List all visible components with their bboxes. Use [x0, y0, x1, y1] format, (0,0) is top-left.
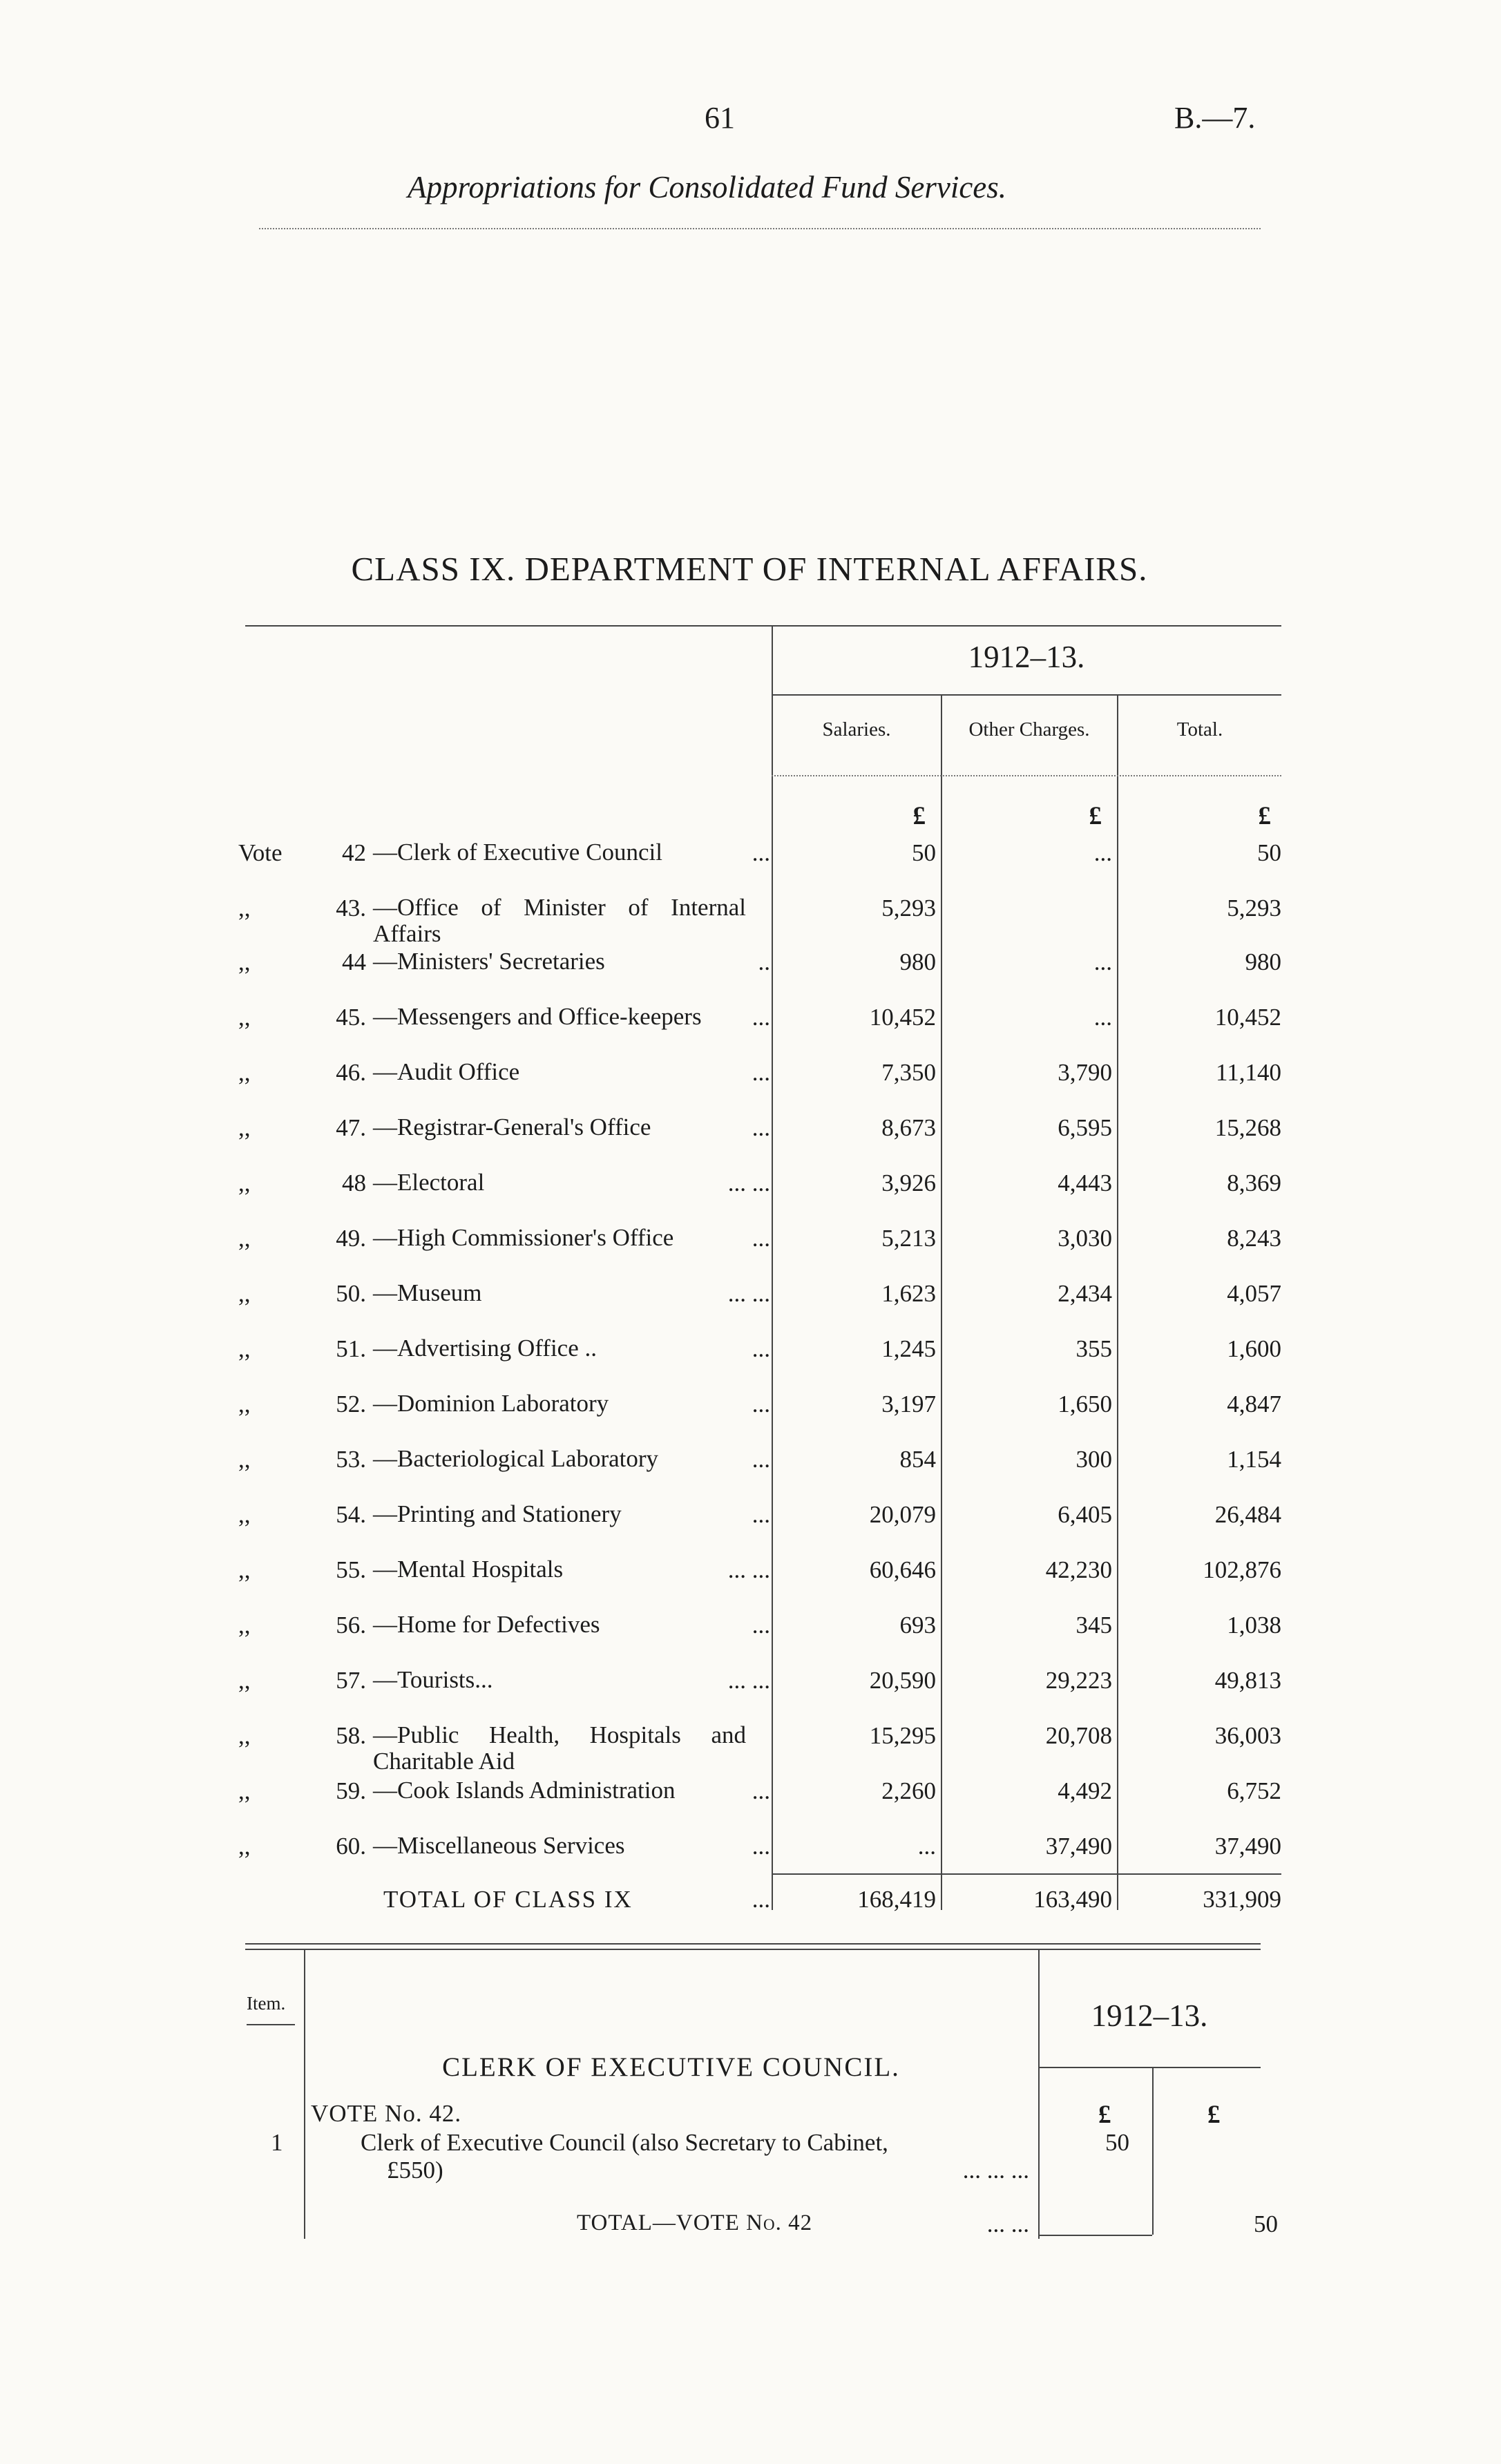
leader-dots: ...: [752, 839, 770, 866]
vote-description: —Home for Defectives: [373, 1611, 600, 1638]
vote-total-label: TOTAL—VOTE No. 42: [577, 2210, 813, 2235]
vote-prefix: ,,: [238, 895, 251, 921]
currency-total: £: [1258, 802, 1271, 830]
total-value: 4,847: [1227, 1391, 1281, 1417]
vote-row: [0, 1225, 1501, 1266]
vote-row: [0, 1833, 1501, 1874]
vote-description: —Advertising Office ..: [373, 1335, 597, 1362]
leader-dots: ...: [752, 1777, 770, 1804]
currency-other-charges: £: [1089, 802, 1102, 830]
vote-number: 45.: [336, 1004, 366, 1031]
item-header-underline: [247, 2024, 295, 2025]
vote-row: [0, 1114, 1501, 1156]
leader-dots: ...: [752, 1059, 770, 1086]
salaries-value: 20,079: [869, 1501, 936, 1528]
vote-row: [0, 948, 1501, 990]
other-charges-value: 3,030: [1058, 1225, 1112, 1252]
vote-row: [0, 1280, 1501, 1321]
salaries-value: 5,293: [881, 895, 936, 921]
total-value: 15,268: [1214, 1114, 1281, 1141]
salaries-value: ...: [917, 1833, 936, 1860]
salaries-value: 980: [899, 948, 936, 975]
vote-prefix: ,,: [238, 1667, 251, 1694]
item-number: 1: [271, 2129, 283, 2156]
leader-dots: ...: [752, 1612, 770, 1639]
total-value: 26,484: [1214, 1501, 1281, 1528]
vote-prefix: ,,: [238, 1391, 251, 1417]
salaries-value: 3,197: [881, 1391, 936, 1417]
vote-description: —Cook Islands Administration: [373, 1777, 676, 1804]
other-charges-value: 42,230: [1045, 1556, 1112, 1583]
vote-row: [0, 1335, 1501, 1377]
total-salaries-value: 168,419: [857, 1886, 936, 1913]
vote-prefix: ,,: [238, 1280, 251, 1307]
leader-dots: ...: [752, 1833, 770, 1860]
total-value: 980: [1245, 948, 1281, 975]
vote-description: —Mental Hospitals: [373, 1556, 564, 1583]
detail-top-rule: [245, 1943, 1261, 1945]
leader-dots: ... ...: [727, 1556, 770, 1583]
other-charges-value: 1,650: [1058, 1391, 1112, 1417]
vote-number: 44: [342, 948, 366, 975]
total-value: 5,293: [1227, 895, 1281, 921]
vote-description: —Office of Minister of Internal Affairs: [373, 894, 746, 947]
column-header-total: Total.: [1176, 718, 1223, 741]
other-charges-value: ...: [1093, 839, 1112, 866]
leader-dots: ...: [752, 1004, 770, 1031]
vote-row: [0, 1059, 1501, 1100]
vote-description: —Registrar-General's Office: [373, 1114, 651, 1140]
salaries-value: 7,350: [881, 1059, 936, 1086]
vote-description: —Messengers and Office-keepers: [373, 1003, 702, 1030]
total-value: 37,490: [1214, 1833, 1281, 1860]
vote-prefix: ,,: [238, 1004, 251, 1031]
vote-number: 60.: [336, 1833, 366, 1860]
vote-description: —Dominion Laboratory: [373, 1390, 609, 1417]
running-title: Appropriations for Consolidated Fund Services.: [408, 170, 1007, 204]
leader-dots: ...: [752, 1886, 770, 1913]
salaries-value: 8,673: [881, 1114, 936, 1141]
total-value: 102,876: [1203, 1556, 1281, 1583]
salaries-value: 854: [899, 1446, 936, 1473]
vote-prefix: ,,: [238, 1777, 251, 1804]
vote-prefix: ,,: [238, 1501, 251, 1528]
total-value: 1,600: [1227, 1335, 1281, 1362]
salaries-value: 3,926: [881, 1169, 936, 1196]
leader-dots: ... ...: [727, 1280, 770, 1307]
vote-row: [0, 839, 1501, 881]
vote-description: —Miscellaneous Services: [373, 1832, 625, 1859]
salaries-value: 2,260: [881, 1777, 936, 1804]
vote-row: [0, 1391, 1501, 1432]
total-value: 6,752: [1227, 1777, 1281, 1804]
other-charges-value: 37,490: [1045, 1833, 1112, 1860]
leader-dots: ... ... ...: [962, 2157, 1029, 2184]
vote-row: [0, 1169, 1501, 1211]
vote-total-amount: 50: [1254, 2210, 1278, 2237]
vote-description: —Bacteriological Laboratory: [373, 1445, 659, 1472]
vote-number: 54.: [336, 1501, 366, 1528]
vote-row: [0, 1004, 1501, 1045]
vote-description: —Clerk of Executive Council: [373, 839, 662, 866]
total-value: 10,452: [1214, 1004, 1281, 1031]
salaries-value: 50: [912, 839, 936, 866]
column-header-salaries: Salaries.: [822, 718, 891, 741]
total-label: TOTAL OF CLASS IX: [383, 1886, 633, 1913]
vote-number: 48: [342, 1169, 366, 1196]
detail-currency-salaries: £: [1098, 2101, 1111, 2129]
other-charges-value: 355: [1075, 1335, 1112, 1362]
class-title: CLASS IX. DEPARTMENT OF INTERNAL AFFAIRS.: [351, 550, 1148, 588]
vote-number: 47.: [336, 1114, 366, 1141]
document-reference: B.—7.: [1174, 101, 1256, 135]
vote-prefix: ,,: [238, 1446, 251, 1473]
vote-description: —High Commissioner's Office: [373, 1224, 674, 1251]
detail-total-rule: [1038, 2235, 1152, 2236]
total-value: 8,369: [1227, 1169, 1281, 1196]
vote-number: 49.: [336, 1225, 366, 1252]
leader-dots: ...: [752, 1335, 770, 1362]
vote-prefix: ,,: [238, 1114, 251, 1141]
vote-prefix: Vote: [238, 839, 283, 866]
total-value: 4,057: [1227, 1280, 1281, 1307]
other-charges-value: 4,492: [1058, 1777, 1112, 1804]
summary-top-rule: [245, 625, 1281, 627]
other-charges-value: 6,405: [1058, 1501, 1112, 1528]
vote-description: —Tourists...: [373, 1666, 493, 1693]
vote-row: [0, 1777, 1501, 1819]
total-rule: [772, 1873, 1281, 1875]
vote-number: 58.: [336, 1722, 366, 1749]
total-row: [0, 1886, 1501, 1927]
vote-description: —Museum: [373, 1279, 482, 1306]
vote-prefix: ,,: [238, 1722, 251, 1749]
salaries-value: 20,590: [869, 1667, 936, 1694]
leader-dots: ...: [752, 1114, 770, 1141]
vote-row: [0, 894, 1501, 947]
vote-prefix: ,,: [238, 1833, 251, 1860]
vote-row: [0, 1556, 1501, 1598]
detail-section-title: CLERK OF EXECUTIVE COUNCIL.: [442, 2052, 900, 2082]
item-amount: 50: [1105, 2129, 1129, 2156]
detail-subcol-divider: [1152, 2067, 1154, 2235]
vote-description: —Public Health, Hospitals and Charitable Aid: [373, 1721, 746, 1775]
detail-currency-total: £: [1207, 2101, 1221, 2129]
vote-prefix: ,,: [238, 1169, 251, 1196]
total-value: 1,038: [1227, 1612, 1281, 1639]
vote-prefix: ,,: [238, 1225, 251, 1252]
vote-description: —Ministers' Secretaries: [373, 948, 605, 975]
grand-total-value: 331,909: [1203, 1886, 1281, 1913]
vote-number: 52.: [336, 1391, 366, 1417]
leader-dots: ... ...: [986, 2210, 1029, 2237]
vote-description: —Audit Office: [373, 1058, 520, 1085]
leader-dots: ..: [758, 948, 770, 975]
vote-number: 50.: [336, 1280, 366, 1307]
vote-row: [0, 1612, 1501, 1653]
total-value: 8,243: [1227, 1225, 1281, 1252]
other-charges-value: 345: [1075, 1612, 1112, 1639]
vote-row: [0, 1501, 1501, 1543]
summary-desc-divider: [772, 625, 773, 1910]
leader-dots: ... ...: [727, 1667, 770, 1694]
vote-prefix: ,,: [238, 1335, 251, 1362]
vote-number: 46.: [336, 1059, 366, 1086]
vote-description: —Electoral: [373, 1169, 485, 1196]
other-charges-value: 6,595: [1058, 1114, 1112, 1141]
total-value: 50: [1257, 839, 1281, 866]
salaries-value: 1,245: [881, 1335, 936, 1362]
detail-top-rule-2: [245, 1949, 1261, 1950]
detail-amount-divider: [1038, 1949, 1040, 2239]
vote-number: 55.: [336, 1556, 366, 1583]
detail-item-divider: [304, 1949, 305, 2239]
vote-number: 51.: [336, 1335, 366, 1362]
vote-prefix: ,,: [238, 1612, 251, 1639]
detail-year-heading: 1912–13.: [1091, 1998, 1208, 2033]
summary-colhead-rule: [772, 775, 1281, 776]
other-charges-value: 4,443: [1058, 1169, 1112, 1196]
header-rule: [259, 228, 1261, 229]
item-column-header: Item.: [247, 1993, 286, 2014]
vote-prefix: ,,: [238, 948, 251, 975]
total-other-charges-value: 163,490: [1033, 1886, 1112, 1913]
total-value: 49,813: [1214, 1667, 1281, 1694]
salaries-value: 60,646: [869, 1556, 936, 1583]
other-charges-value: 300: [1075, 1446, 1112, 1473]
leader-dots: ...: [752, 1225, 770, 1252]
salaries-value: 693: [899, 1612, 936, 1639]
vote-prefix: ,,: [238, 1059, 251, 1086]
total-value: 1,154: [1227, 1446, 1281, 1473]
summary-year-rule: [772, 694, 1281, 696]
vote-row: [0, 1446, 1501, 1487]
other-charges-value: 2,434: [1058, 1280, 1112, 1307]
page-number: 61: [705, 101, 735, 135]
vote-number: 42: [342, 839, 366, 866]
vote-number: 43.: [336, 895, 366, 921]
currency-salaries: £: [912, 802, 926, 830]
vote-number: 59.: [336, 1777, 366, 1804]
leader-dots: ... ...: [727, 1169, 770, 1196]
vote-prefix: ,,: [238, 1556, 251, 1583]
leader-dots: ...: [752, 1446, 770, 1473]
vote-number: 53.: [336, 1446, 366, 1473]
other-charges-value: 29,223: [1045, 1667, 1112, 1694]
vote-row: [0, 1667, 1501, 1708]
column-header-other-charges: Other Charges.: [968, 718, 1090, 741]
vote-number: 57.: [336, 1667, 366, 1694]
leader-dots: ...: [752, 1501, 770, 1528]
salaries-value: 15,295: [869, 1722, 936, 1749]
vote-row: [0, 1721, 1501, 1775]
other-charges-value: ...: [1093, 1004, 1112, 1031]
salaries-value: 5,213: [881, 1225, 936, 1252]
vote-number: 56.: [336, 1612, 366, 1639]
vote-description: —Printing and Stationery: [373, 1500, 622, 1527]
total-value: 36,003: [1214, 1722, 1281, 1749]
item-description-line-2: £550): [387, 2157, 443, 2184]
vote-label: VOTE No. 42.: [311, 2100, 462, 2127]
total-value: 11,140: [1216, 1059, 1281, 1086]
other-charges-value: 20,708: [1045, 1722, 1112, 1749]
item-description-line-1: Clerk of Executive Council (also Secretary to Cabinet,: [361, 2129, 888, 2156]
salaries-value: 10,452: [869, 1004, 936, 1031]
summary-year-heading: 1912–13.: [968, 640, 1085, 674]
leader-dots: ...: [752, 1391, 770, 1417]
salaries-value: 1,623: [881, 1280, 936, 1307]
other-charges-value: ...: [1093, 948, 1112, 975]
other-charges-value: 3,790: [1058, 1059, 1112, 1086]
detail-year-rule: [1038, 2067, 1261, 2068]
